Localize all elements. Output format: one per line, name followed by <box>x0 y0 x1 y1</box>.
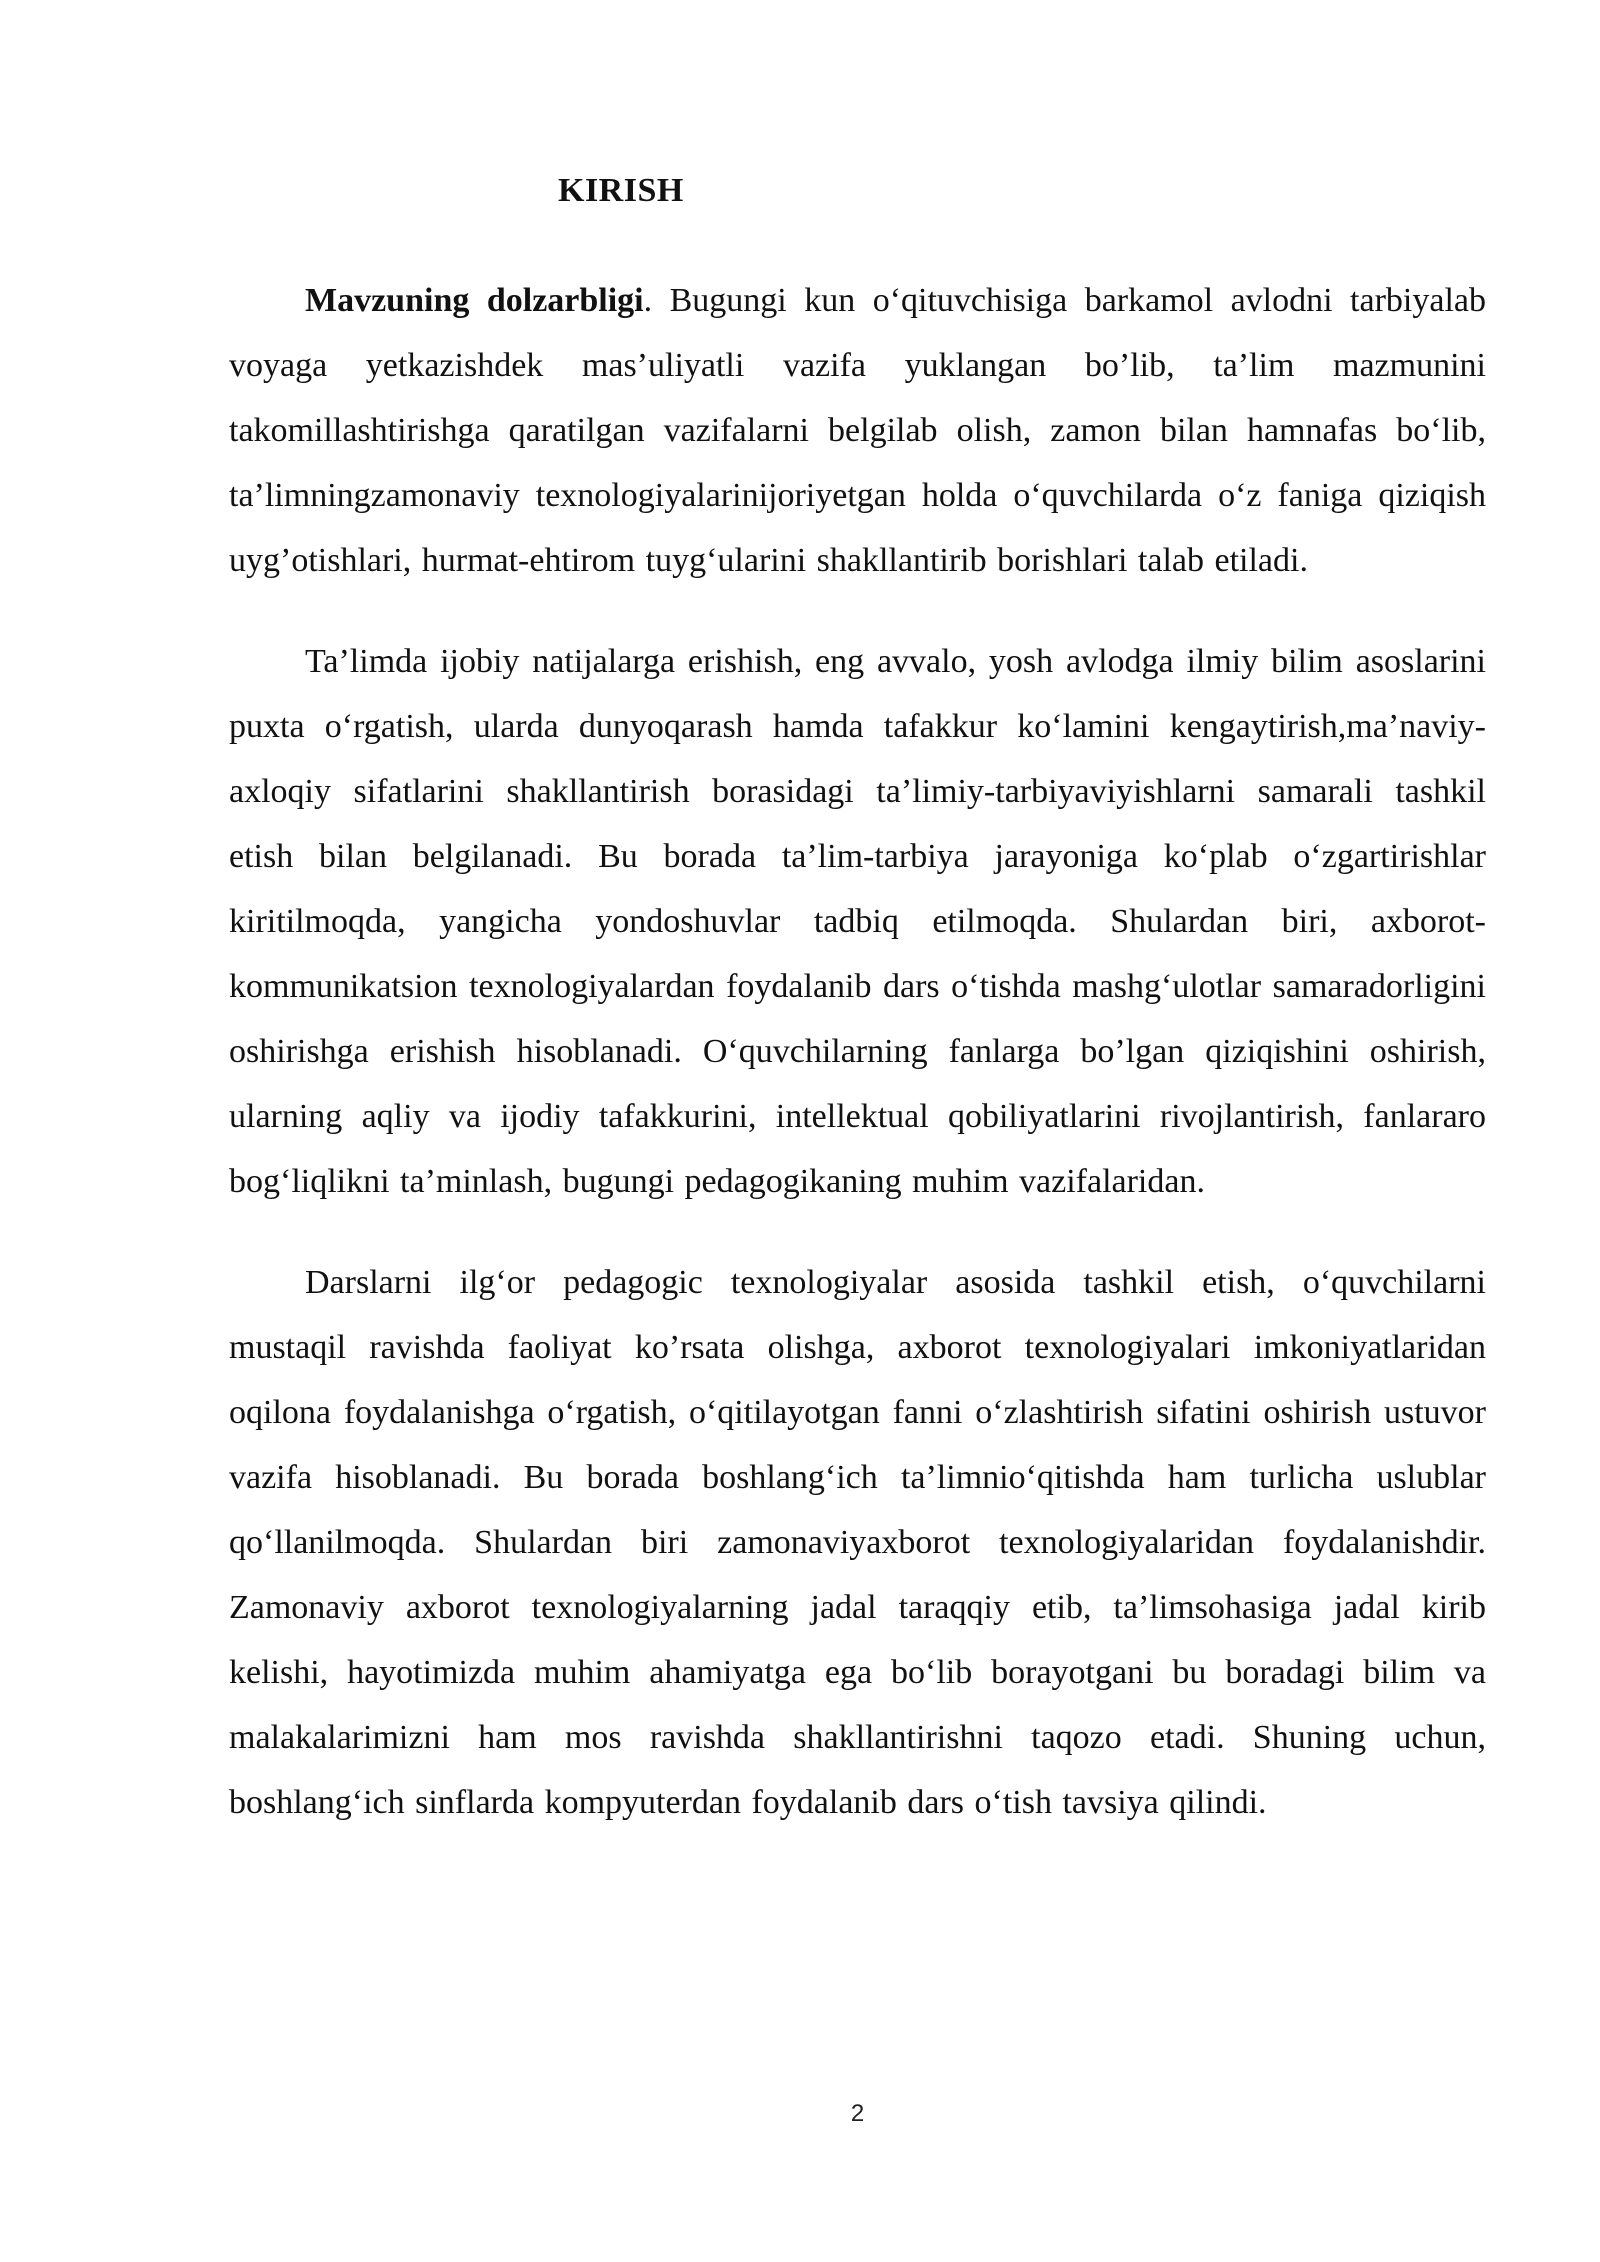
paragraph-relevance <box>229 268 1486 593</box>
page-number: 2 <box>850 2100 865 2127</box>
paragraph-lead: Mavzuning dolzarbligi <box>305 282 644 319</box>
paragraph-text: Darslarni ilg‘or pedagogic texnologiyalar asosida tashkil etish, o‘quvchilarni mustaqil ravishda faoliyat ko’rsata olishga, axborot texnologiyalari imkoniyatlaridan oqilona foydalanishga o‘rgatish, o‘qitilayotgan fanni o‘zlashtirish sifatini oshirish ustuvor vazifa hisoblanadi. Bu borada boshlang‘ich ta’limnio‘qitishda ham turlicha uslublar qo‘llanilmoqda. Shulardan biri zamonaviyaxborot texnologiyalaridan foydalanishdir. Zamonaviy axborot texnologiyalarning jadal taraqqiy etib, ta’limsohasiga jadal kirib kelishi, hayotimizda muhim ahamiyatga ega bo‘lib borayotgani bu boradagi bilim va malakalarimizni ham mos ravishda shakllantirishni taqozo etadi. Shuning uchun, boshlang‘ich sinflarda kompyuterdan foydalanib dars o‘tish tavsiya qilindi. <box>229 1264 1486 1821</box>
paragraph-text: Ta’limda ijobiy natijalarga erishish, eng avvalo, yosh avlodga ilmiy bilim asoslarini puxta o‘rgatish, ularda dunyoqarash hamda tafakkur ko‘lamini kengaytirish,ma’naviy-axloqiy sifatlarini shakllantirish borasidagi ta’limiy-tarbiyaviyishlarni samarali tashkil etish bilan belgilanadi. Bu borada ta’lim-tarbiya jarayoniga ko‘plab o‘zgartirishlar kiritilmoqda, yangicha yondoshuvlar tadbiq etilmoqda. Shulardan biri, axborot-kommunikatsion texnologiyalardan foydalanib dars o‘tishda mashg‘ulotlar samaradorligini oshirishga erishish hisoblanadi. O‘quvchilarning fanlarga bo’lgan qiziqishini oshirish, ularning aqliy va ijodiy tafakkurini, intellektual qobiliyatlarini rivojlantirish, fanlararo bog‘liqlikni ta’minlash, bugungi pedagogikaning muhim vazifalaridan. <box>229 643 1486 1200</box>
paragraph-education-results <box>229 629 1486 1214</box>
paragraph-text: . Bugungi kun o‘qituvchisiga barkamol avlodni tarbiyalab voyaga yetkazishdek mas’uliyatli vazifa yuklangan bo’lib, ta’lim mazmunini takomillashtirishga qaratilgan vazifalarni belgilab olish, zamon bilan hamnafas bo‘lib, ta’limningzamonaviy texnologiyalarinijoriyetgan holda o‘quvchilarda o‘z faniga qiziqish uyg’otishlari, hurmat-ehtirom tuyg‘ularini shakllantirib borishlari talab etiladi. <box>229 282 1486 579</box>
body-text <box>229 268 1486 1871</box>
paragraph-technology-lessons <box>229 1250 1486 1835</box>
section-heading: KIRISH <box>558 172 684 209</box>
